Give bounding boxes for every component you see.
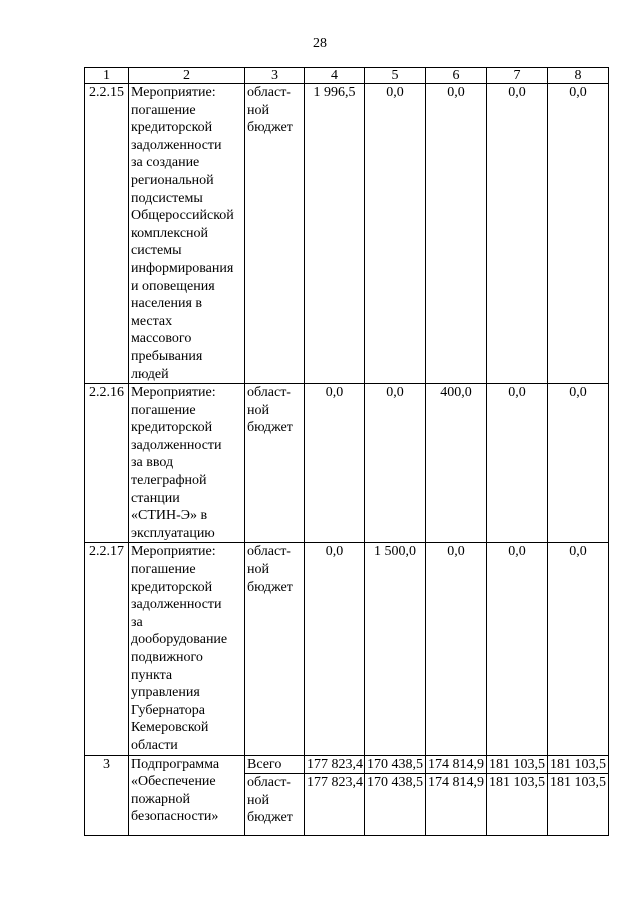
row-name-line: Губернатора <box>131 702 206 718</box>
row-name-line: кредиторской <box>131 579 213 595</box>
row-name-line: местах <box>131 313 173 329</box>
column-number-1: 1 <box>85 68 129 84</box>
value-cell: 0,0 <box>426 543 487 755</box>
funding-source-line: бюджет <box>247 120 293 136</box>
column-number-4: 4 <box>305 68 365 84</box>
row-name-line: задолженности <box>131 597 222 613</box>
funding-source-line: ной <box>247 102 269 118</box>
column-number-2: 2 <box>129 68 245 84</box>
table-row <box>85 755 609 774</box>
funding-source-line: ной <box>247 792 269 808</box>
value-cell: 174 814,9 <box>426 755 487 774</box>
value-cell: 181 103,5 <box>548 755 609 774</box>
funding-source <box>245 384 305 543</box>
value-cell: 0,0 <box>365 84 426 384</box>
value-cell: 0,0 <box>305 543 365 755</box>
value-cell: 177 823,4 <box>305 755 365 774</box>
row-name-line: за <box>131 614 143 630</box>
row-name <box>129 84 245 384</box>
funding-source-line: бюджет <box>247 579 293 595</box>
column-number-6: 6 <box>426 68 487 84</box>
value-cell: 0,0 <box>487 84 548 384</box>
row-name-line: управления <box>131 685 200 701</box>
row-name-line: пребывания <box>131 348 203 364</box>
value-cell: 400,0 <box>426 384 487 543</box>
value-cell: 181 103,5 <box>487 774 548 836</box>
column-number-7: 7 <box>487 68 548 84</box>
row-name-line: за создание <box>131 155 200 171</box>
value-cell: 181 103,5 <box>548 774 609 836</box>
row-name-line: кредиторской <box>131 120 213 136</box>
row-code: 2.2.15 <box>85 84 129 384</box>
table-row <box>85 543 609 755</box>
row-name-line: информирования <box>131 260 234 276</box>
row-name-line: подсистемы <box>131 190 203 206</box>
page-number: 28 <box>313 36 327 51</box>
row-name-line: Общероссийской <box>131 208 234 224</box>
funding-source-line: област- <box>247 775 291 791</box>
row-name-line: эксплуатацию <box>131 525 215 541</box>
value-cell: 170 438,5 <box>365 755 426 774</box>
funding-source-line: област- <box>247 544 291 560</box>
funding-source <box>245 84 305 384</box>
row-name-line: региональной <box>131 172 214 188</box>
row-name-line: и оповещения <box>131 278 215 294</box>
row-name-line: телеграфной <box>131 473 207 489</box>
value-cell: 0,0 <box>548 384 609 543</box>
funding-source-line: ной <box>247 562 269 578</box>
row-name-line: задолженности <box>131 437 222 453</box>
row-name-line: массового <box>131 331 192 347</box>
funding-source <box>245 774 305 836</box>
value-cell: 0,0 <box>548 84 609 384</box>
row-name-line: погашение <box>131 102 196 118</box>
funding-source <box>245 543 305 755</box>
value-cell: 170 438,5 <box>365 774 426 836</box>
funding-source-line: област- <box>247 85 291 100</box>
row-name <box>129 755 245 836</box>
funding-source-line: бюджет <box>247 810 293 826</box>
funding-source-line: област- <box>247 385 291 401</box>
budget-table <box>84 67 609 836</box>
row-name-line: области <box>131 737 178 753</box>
column-number-8: 8 <box>548 68 609 84</box>
value-cell: 0,0 <box>365 384 426 543</box>
value-cell: 174 814,9 <box>426 774 487 836</box>
row-name-line: за ввод <box>131 455 174 471</box>
table-row <box>85 384 609 543</box>
value-cell: 181 103,5 <box>487 755 548 774</box>
funding-source-line: Всего <box>247 756 282 772</box>
funding-source-line: бюджет <box>247 420 293 436</box>
value-cell: 0,0 <box>487 384 548 543</box>
value-cell: 1 500,0 <box>365 543 426 755</box>
value-cell: 0,0 <box>426 84 487 384</box>
row-name-line: пожарной <box>131 791 191 807</box>
row-name <box>129 543 245 755</box>
row-code: 2.2.16 <box>85 384 129 543</box>
row-name-line: людей <box>131 366 169 382</box>
row-name-line: станции <box>131 490 180 506</box>
row-code: 2.2.17 <box>85 543 129 755</box>
row-name <box>129 384 245 543</box>
value-cell: 1 996,5 <box>305 84 365 384</box>
value-cell: 0,0 <box>548 543 609 755</box>
row-name-line: пункта <box>131 667 173 683</box>
column-number-3: 3 <box>245 68 305 84</box>
row-name-line: Подпрограмма <box>131 756 220 772</box>
row-name-line: «СТИН-Э» в <box>131 508 208 524</box>
row-name-line: задолженности <box>131 137 222 153</box>
row-name-line: дооборудование <box>131 632 228 648</box>
funding-source-line: ной <box>247 402 269 418</box>
row-name-line: населения в <box>131 296 203 312</box>
row-code: 3 <box>85 755 129 836</box>
row-name-line: комплексной <box>131 225 209 241</box>
row-name-line: погашение <box>131 562 196 578</box>
row-name-line: «Обеспечение <box>131 774 216 790</box>
row-name-line: Мероприятие: <box>131 544 216 560</box>
value-cell: 177 823,4 <box>305 774 365 836</box>
value-cell: 0,0 <box>487 543 548 755</box>
funding-source <box>245 755 305 774</box>
row-name-line: Кемеровской <box>131 720 209 736</box>
column-number-5: 5 <box>365 68 426 84</box>
table-header-row <box>85 68 609 84</box>
row-name-line: подвижного <box>131 650 203 665</box>
row-name-line: погашение <box>131 402 196 418</box>
row-name-line: Мероприятие: <box>131 85 216 100</box>
row-name-line: безопасности» <box>131 809 219 825</box>
row-name-line: системы <box>131 243 182 259</box>
table-row <box>85 84 609 384</box>
row-name-line: кредиторской <box>131 420 213 436</box>
row-name-line: Мероприятие: <box>131 385 216 401</box>
value-cell: 0,0 <box>305 384 365 543</box>
